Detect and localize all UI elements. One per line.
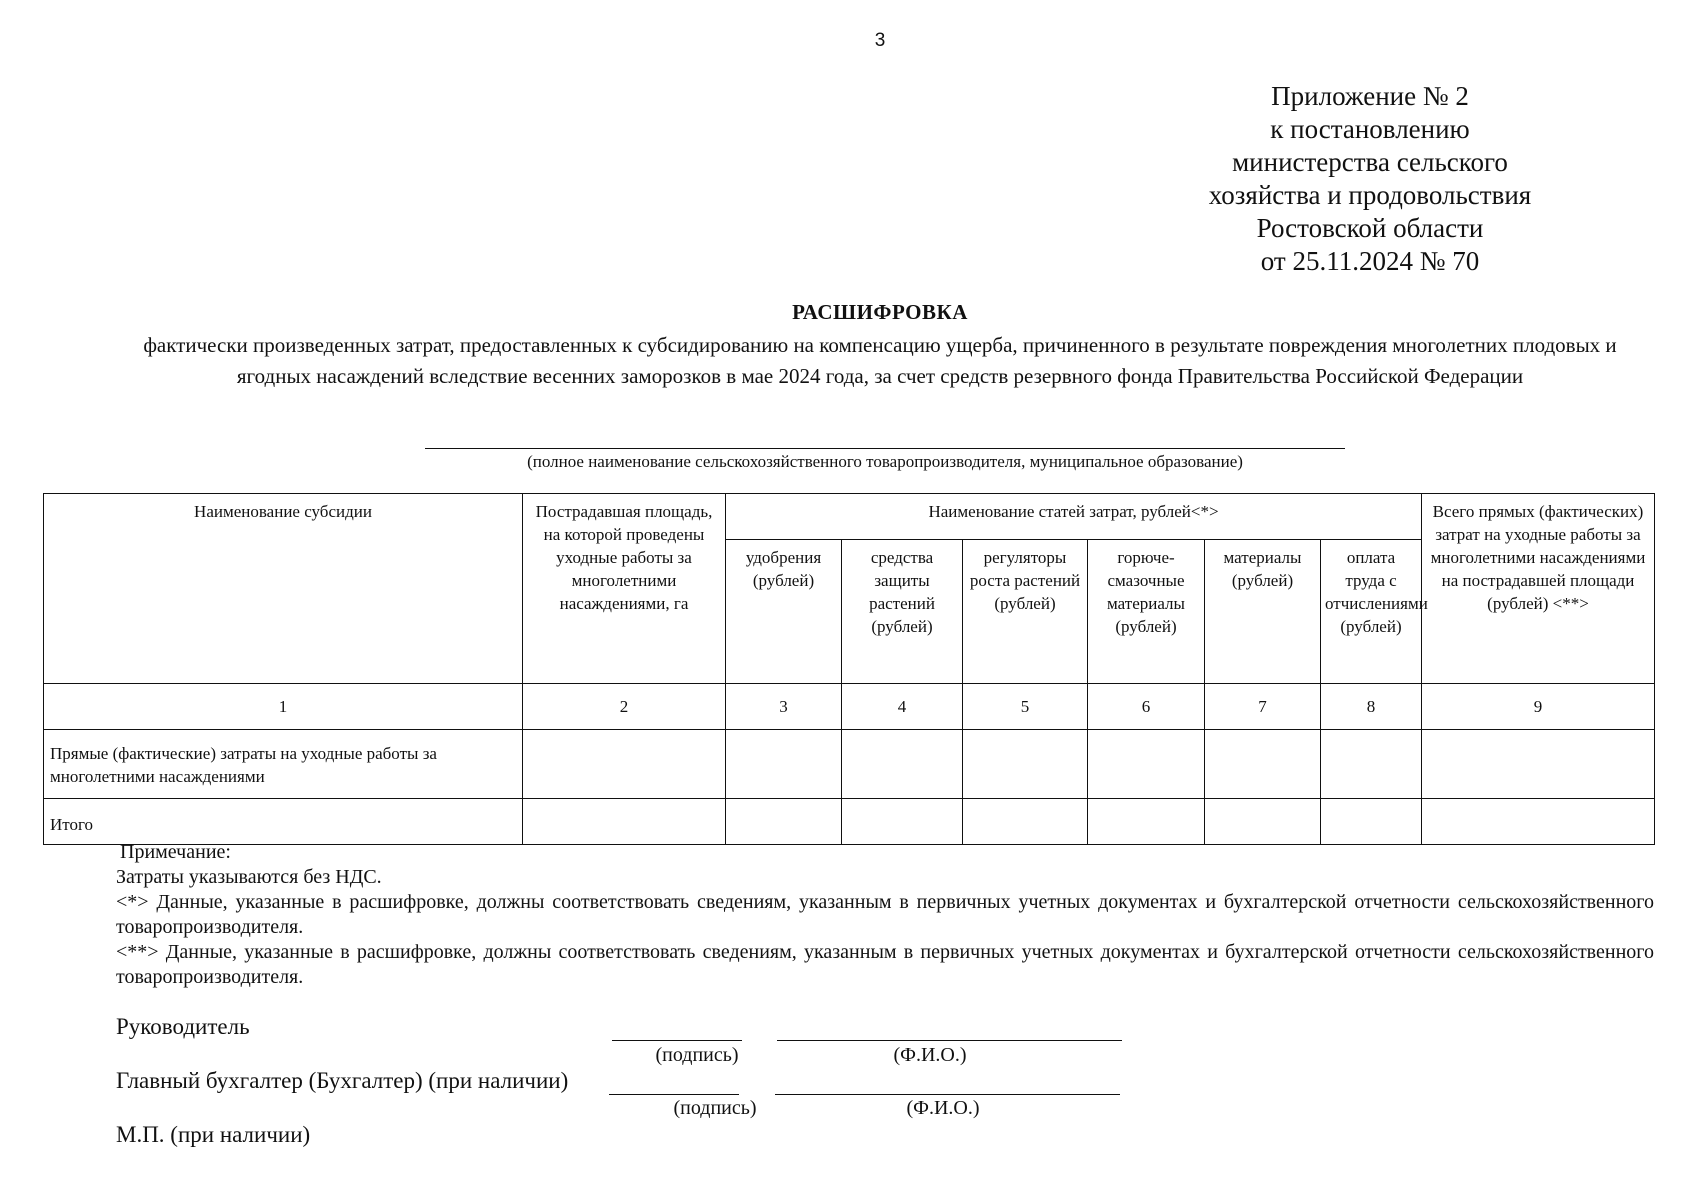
table-cell: [842, 730, 963, 799]
header-labor: оплата труда с отчислениями (рублей): [1321, 540, 1422, 684]
header-materials: материалы (рублей): [1205, 540, 1321, 684]
page-number: 3: [874, 30, 886, 51]
table-cell: [963, 799, 1088, 845]
accountant-name-caption: (Ф.И.О.): [906, 1097, 980, 1119]
note-item: <*> Данные, указанные в расшифровке, должны соответствовать сведениям, указанным в первичных учетных документах и бухгалтерской отчетности сельскохозяйственного товаропроизводителя.: [116, 891, 1654, 938]
header-total-direct-costs: Всего прямых (фактических) затрат на уходные работы за многолетними насаждениями на пострадавшей площади (рублей) <**>: [1422, 494, 1655, 684]
producer-name-caption: (полное наименование сельскохозяйственного товаропроизводителя, муниципальное образование): [527, 452, 1243, 471]
notes-heading: Примечание:: [120, 841, 231, 863]
column-number: 3: [726, 684, 842, 730]
accountant-signature-line: [609, 1094, 739, 1095]
note-item: Затраты указываются без НДС.: [116, 866, 382, 888]
appendix-block: [1180, 80, 1560, 278]
header-cost-items-group: Наименование статей затрат, рублей<*>: [726, 494, 1422, 540]
appendix-line: от 25.11.2024 № 70: [1260, 246, 1480, 276]
table-cell: [1321, 799, 1422, 845]
table-cell: [1088, 799, 1205, 845]
column-number: 2: [523, 684, 726, 730]
table-cell: [523, 730, 726, 799]
producer-name-line: [425, 448, 1345, 449]
column-numbers-row: [44, 684, 1655, 730]
table-cell: [1205, 799, 1321, 845]
document-title: РАСШИФРОВКА: [792, 300, 968, 324]
stamp-label: М.П. (при наличии): [116, 1122, 311, 1147]
appendix-line: министерства сельского: [1232, 147, 1508, 177]
column-number: 1: [44, 684, 523, 730]
table-cell: [842, 799, 963, 845]
column-number: 5: [963, 684, 1088, 730]
document-subtitle: фактически произведенных затрат, предоставленных к субсидированию на компенсацию ущерба, причиненного в результате повреждения многолетних плодовых и ягодных насаждений вследствие весенних заморозков в мае 2024 года, за счет средств резервного фонда Правительства Российской Федерации: [143, 333, 1617, 388]
appendix-line: к постановлению: [1270, 114, 1470, 144]
table-cell: [1321, 730, 1422, 799]
head-name-caption: (Ф.И.О.): [893, 1044, 967, 1066]
head-signature-label: Руководитель: [116, 1014, 250, 1039]
cost-breakdown-table: [43, 493, 1655, 845]
column-number: 4: [842, 684, 963, 730]
table-cell: [963, 730, 1088, 799]
accountant-signature-caption: (подпись): [673, 1097, 757, 1119]
appendix-line: Приложение № 2: [1271, 81, 1469, 111]
notes-block: [116, 840, 1654, 990]
table-cell: [1422, 799, 1655, 845]
head-signature-caption: (подпись): [655, 1044, 739, 1066]
column-number: 7: [1205, 684, 1321, 730]
table-cell: [1088, 730, 1205, 799]
header-plant-protection: средства защиты растений (рублей): [842, 540, 963, 684]
appendix-line: Ростовской области: [1256, 213, 1484, 243]
header-fuel-lubricants: горюче-смазочные материалы (рублей): [1088, 540, 1205, 684]
row-label: Прямые (фактические) затраты на уходные работы за многолетними насаждениями: [44, 730, 523, 799]
header-affected-area: Пострадавшая площадь, на которой проведены уходные работы за многолетними насаждениями, га: [523, 494, 726, 684]
note-item: <**> Данные, указанные в расшифровке, должны соответствовать сведениям, указанным в первичных учетных документах и бухгалтерской отчетности сельскохозяйственного товаропроизводителя.: [116, 941, 1654, 988]
column-number: 9: [1422, 684, 1655, 730]
head-name-line: [777, 1040, 1122, 1041]
table-cell: [1205, 730, 1321, 799]
header-fertilizers: удобрения (рублей): [726, 540, 842, 684]
table-cell: [523, 799, 726, 845]
header-subsidy-name: Наименование субсидии: [44, 494, 523, 684]
table-cell: [726, 730, 842, 799]
row-label: Итого: [44, 799, 523, 845]
table-cell: [726, 799, 842, 845]
table-row-direct-costs: [44, 730, 1655, 799]
accountant-signature-label: Главный бухгалтер (Бухгалтер) (при наличии): [116, 1068, 569, 1093]
table-row-total: [44, 799, 1655, 845]
header-growth-regulators: регуляторы роста растений (рублей): [963, 540, 1088, 684]
column-number: 8: [1321, 684, 1422, 730]
appendix-line: хозяйства и продовольствия: [1208, 180, 1532, 210]
head-signature-line: [612, 1040, 742, 1041]
accountant-name-line: [775, 1094, 1120, 1095]
table-cell: [1422, 730, 1655, 799]
column-number: 6: [1088, 684, 1205, 730]
